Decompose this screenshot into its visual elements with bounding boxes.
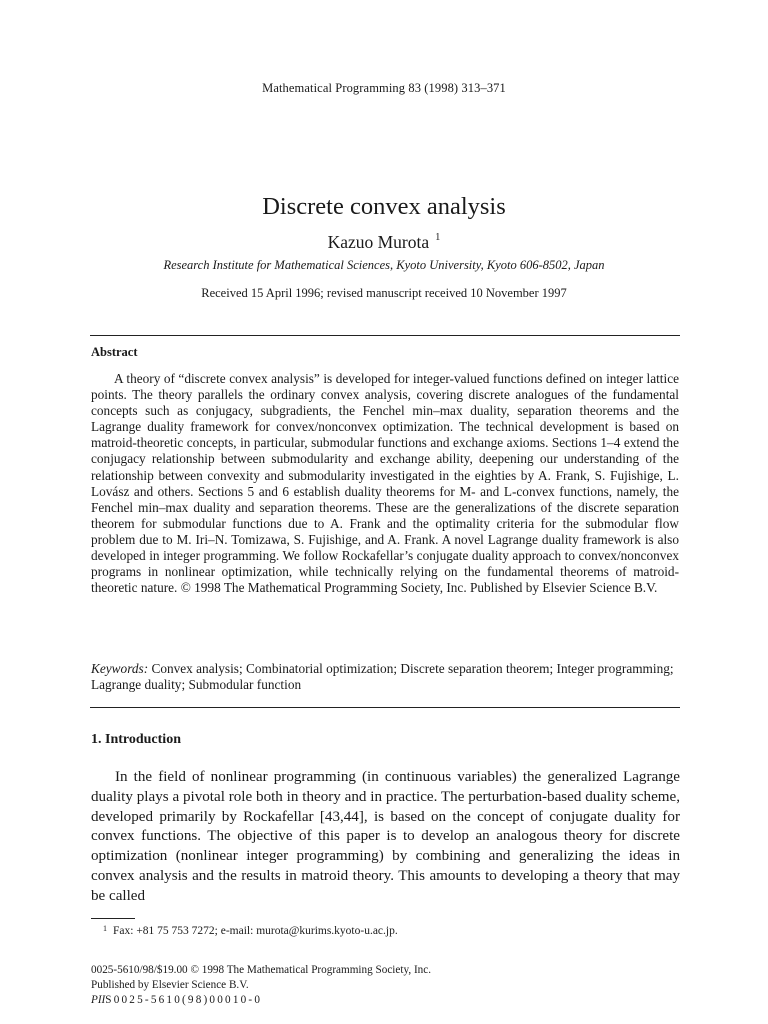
journal-citation: Mathematical Programming 83 (1998) 313–371	[262, 81, 506, 95]
received-dates: Received 15 April 1996; revised manuscript received 10 November 1997	[201, 286, 567, 300]
footnote	[103, 924, 398, 937]
pii-line	[91, 993, 431, 1008]
section-heading-introduction: 1. Introduction	[91, 732, 181, 747]
abstract-text: A theory of “discrete convex analysis” is developed for integer-valued functions defined on integer lattice points. The theory parallels the ordinary convex analysis, covering discrete analogues of the fundamental concepts such as conjugacy, subgradients, the Fenchel min–max duality, separation theorems and the Lagrange duality framework for convex/nonconvex optimization. The technical development is based on matroid-theoretic concepts, in particular, submodular functions and exchange axioms. Sections 1–4 extend the conjugacy relationship between submodularity and exchange ability, deepening our understanding of the relationship between convexity and submodularity investigated in the eighties by A. Frank, S. Fujishige, L. Lovász and others. Sections 5 and 6 establish duality theorems for M- and L-convex functions, namely, the Fenchel min–max duality and separation theorems. These are the generalizations of the discrete separation theorem for submodular functions due to A. Frank and the optimality criteria for the submodular flow problem due to M. Iri–N. Tomizawa, S. Fujishige, and A. Frank. A novel Lagrange duality framework is also developed in integer programming. We follow Rockafellar’s conjugate duality approach to convex/nonconvex programs in nonlinear optimization, while technically relying on the fundamental theorems of matroid-theoretic nature. © 1998 The Mathematical Programming Society, Inc. Published by Elsevier Science B.V.	[91, 371, 679, 596]
footnote-mark: 1	[103, 924, 107, 933]
article-title: Discrete convex analysis	[262, 193, 506, 220]
pii-label: PII	[91, 994, 106, 1006]
abstract-heading: Abstract	[91, 345, 138, 359]
author-line	[0, 232, 768, 253]
author-affiliation: Research Institute for Mathematical Sciences, Kyoto University, Kyoto 606-8502, Japan	[163, 258, 605, 272]
pii-code: S0025-5610(98)00010-0	[105, 994, 263, 1006]
publisher-line: Published by Elsevier Science B.V.	[91, 979, 249, 991]
copyright-line: 0025-5610/98/$19.00 © 1998 The Mathematical Programming Society, Inc.	[91, 964, 432, 976]
copyright-block	[91, 963, 431, 1008]
keywords-list: Convex analysis; Combinatorial optimization; Discrete separation theorem; Integer programming; Lagrange duality; Submodular function	[91, 661, 674, 693]
author-name: Kazuo Murota	[327, 232, 430, 252]
footnote-rule	[91, 918, 135, 919]
introduction-text: In the field of nonlinear programming (in continuous variables) the generalized Lagrange duality plays a pivotal role both in theory and in practice. The perturbation-based duality scheme, developed primarily by Rockafellar [43,44], is based on the concept of conjugate duality for convex functions. The objective of this paper is to develop an analogous theory for discrete optimization (nonlinear integer programming) by combining and generalizing the ideas in convex analysis and the results in matroid theory. This amounts to developing a theory that may be called	[91, 769, 680, 904]
footnote-text: Fax: +81 75 753 7272; e-mail: murota@kurims.kyoto-u.ac.jp.	[113, 925, 398, 937]
author-footnote-mark: 1	[435, 232, 441, 243]
abstract-top-rule	[90, 335, 680, 336]
abstract-bottom-rule	[90, 707, 680, 708]
keywords-paragraph	[91, 661, 679, 694]
keywords-label: Keywords:	[91, 661, 149, 676]
